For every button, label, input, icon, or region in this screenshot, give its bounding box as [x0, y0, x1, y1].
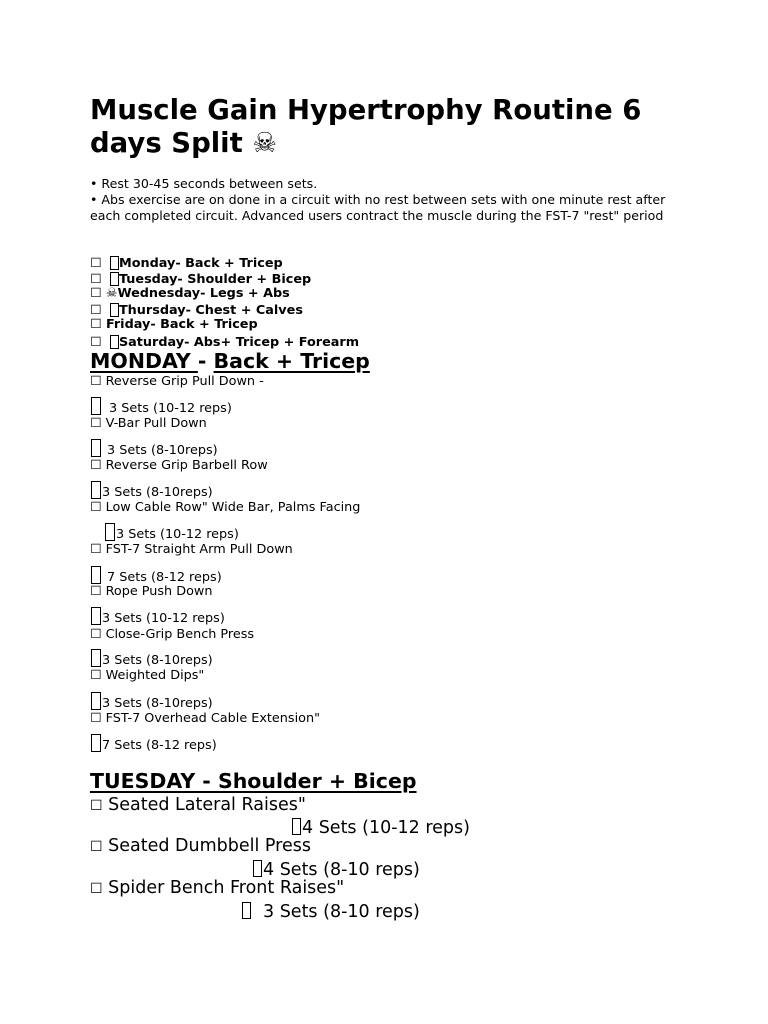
checkbox-icon: ☐: [90, 272, 102, 287]
missing-glyph-icon: [253, 860, 262, 877]
exercise-sets: 3 Sets (10-12 reps): [91, 607, 225, 626]
checkbox-icon: ☐: [90, 458, 102, 473]
exercise-name: ☐ Rope Push Down: [90, 584, 213, 599]
checkbox-icon: ☐: [90, 416, 102, 431]
checkbox-icon: ☐: [90, 668, 102, 683]
exercise-name: ☐ Reverse Grip Barbell Row: [90, 458, 268, 473]
missing-glyph-icon: [110, 335, 119, 349]
missing-glyph-icon: [91, 692, 101, 710]
schedule-label: Monday- Back + Tricep: [118, 256, 283, 271]
missing-glyph-icon: [91, 649, 101, 667]
exercise-sets: 3 Sets (8-10reps): [91, 481, 213, 500]
checkbox-icon: ☐: [90, 256, 102, 271]
schedule-label: Wednesday- Legs + Abs: [117, 286, 290, 301]
exercise-name: ☐ Seated Dumbbell Press: [90, 836, 311, 856]
schedule-item-monday: [90, 256, 283, 271]
exercise-sets: 4 Sets (10-12 reps): [292, 818, 470, 838]
exercise-name: ☐ FST-7 Overhead Cable Extension": [90, 711, 320, 726]
missing-glyph-icon: [91, 734, 101, 752]
exercise-sets: 4 Sets (8-10 reps): [253, 860, 420, 880]
checkbox-icon: ☐: [90, 374, 102, 389]
exercise-sets: 3 Sets (8-10reps): [91, 649, 213, 668]
checkbox-icon: ☐: [90, 798, 103, 814]
missing-glyph-icon: [105, 523, 115, 541]
missing-glyph-icon: [91, 481, 101, 499]
missing-glyph-icon: [292, 818, 301, 835]
checkbox-icon: ☐: [90, 317, 102, 332]
schedule-label: Tuesday- Shoulder + Bicep: [118, 272, 312, 287]
exercise-name: ☐ FST-7 Straight Arm Pull Down: [90, 542, 293, 557]
schedule-label: Saturday- Abs+ Tricep + Forearm: [118, 335, 360, 350]
checkbox-icon: ☐: [90, 286, 102, 301]
schedule-label: Friday- Back + Tricep: [105, 317, 258, 332]
missing-glyph-icon: [110, 303, 119, 317]
exercise-name: ☐ Reverse Grip Pull Down -: [90, 374, 264, 389]
exercise-sets: 3 Sets (8-10 reps): [242, 902, 420, 922]
exercise-sets: 3 Sets (10-12 reps): [105, 523, 239, 542]
exercise-name: ☐ Seated Lateral Raises": [90, 795, 306, 815]
missing-glyph-icon: [91, 397, 101, 415]
checkbox-icon: ☐: [90, 335, 102, 350]
exercise-sets: 3 Sets (10-12 reps): [91, 397, 232, 416]
missing-glyph-icon: [91, 566, 101, 584]
exercise-sets: 7 Sets (8-12 reps): [91, 734, 217, 753]
schedule-item-friday: [90, 319, 258, 332]
schedule-item-tuesday: [90, 272, 311, 287]
exercise-name: ☐ Low Cable Row" Wide Bar, Palms Facing: [90, 500, 361, 515]
schedule-item-thursday: [90, 303, 303, 318]
checkbox-icon: ☐: [90, 839, 103, 855]
checkbox-icon: ☐: [90, 584, 102, 599]
exercise-sets: 3 Sets (8-10reps): [91, 439, 218, 458]
checkbox-icon: ☐: [90, 711, 102, 726]
tuesday-heading: TUESDAY - Shoulder + Bicep: [90, 769, 417, 793]
missing-glyph-icon: [242, 902, 251, 919]
missing-glyph-icon: [110, 256, 119, 270]
exercise-name: ☐ Weighted Dips": [90, 668, 205, 683]
checkbox-icon: ☐: [90, 542, 102, 557]
schedule-item-saturday: [90, 335, 359, 350]
schedule-label: Thursday- Chest + Calves: [118, 303, 303, 318]
exercise-name: ☐ V-Bar Pull Down: [90, 416, 207, 431]
schedule-item-wednesday: [90, 288, 290, 301]
skull-icon: ☠: [105, 286, 118, 301]
missing-glyph-icon: [110, 272, 119, 286]
monday-heading-separator: -: [197, 349, 214, 373]
abs-note: • Abs exercise are on done in a circuit with no rest between sets with one minute rest after each completed circuit. Advanced users contract the muscle during the FST-7 "rest" period: [90, 192, 666, 223]
exercise-sets: 3 Sets (8-10reps): [91, 692, 213, 711]
checkbox-icon: ☐: [90, 627, 102, 642]
monday-heading: [90, 351, 370, 372]
monday-heading-day: MONDAY: [90, 349, 198, 373]
checkbox-icon: ☐: [90, 303, 102, 318]
monday-heading-focus: Back + Tricep: [213, 349, 370, 373]
checkbox-icon: ☐: [90, 500, 102, 515]
exercise-name: ☐ Spider Bench Front Raises": [90, 878, 345, 898]
exercise-name: ☐ Close-Grip Bench Press: [90, 627, 255, 642]
checkbox-icon: ☐: [90, 881, 103, 897]
rest-note: • Rest 30-45 seconds between sets.: [90, 176, 318, 191]
exercise-sets: 7 Sets (8-12 reps): [91, 566, 222, 585]
missing-glyph-icon: [91, 439, 101, 457]
missing-glyph-icon: [91, 607, 101, 625]
page-title: Muscle Gain Hypertrophy Routine 6 days Split ☠: [90, 94, 642, 159]
